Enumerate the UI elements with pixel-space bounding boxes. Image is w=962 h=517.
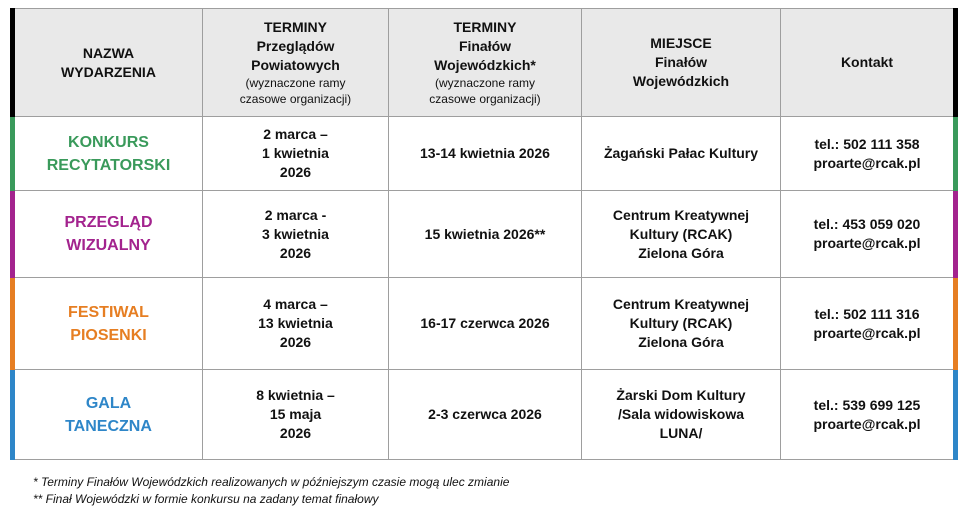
events-table	[10, 8, 958, 460]
header-final-sub: (wyznaczone ramy czasowe organizacji)	[429, 76, 541, 106]
contact-info: tel.: 453 059 020 proarte@rcak.pl	[781, 191, 956, 278]
footnotes	[33, 474, 509, 508]
table-row	[13, 117, 956, 191]
event-name: KONKURS RECYTATORSKI	[13, 117, 203, 191]
header-powiat-title: TERMINY Przeglądów Powiatowych	[251, 19, 340, 73]
header-row	[13, 9, 956, 117]
powiat-dates: 4 marca – 13 kwietnia 2026	[203, 278, 389, 370]
final-dates: 15 kwietnia 2026**	[389, 191, 582, 278]
final-place: Żarski Dom Kultury /Sala widowiskowa LUNA/	[582, 370, 781, 460]
table-row	[13, 370, 956, 460]
final-place: Centrum Kreatywnej Kultury (RCAK) Zielona Góra	[582, 278, 781, 370]
final-place: Centrum Kreatywnej Kultury (RCAK) Zielona Góra	[582, 191, 781, 278]
final-dates: 13-14 kwietnia 2026	[389, 117, 582, 191]
table-body	[13, 117, 956, 460]
header-powiat-sub: (wyznaczone ramy czasowe organizacji)	[239, 76, 352, 106]
header-place: MIEJSCE Finałów Wojewódzkich	[582, 9, 781, 117]
footnote-single-asterisk: * Terminy Finałów Wojewódzkich realizowanych w późniejszym czasie mogą ulec zmianie	[33, 475, 510, 489]
powiat-dates: 2 marca – 1 kwietnia 2026	[203, 117, 389, 191]
header-contact: Kontakt	[781, 9, 956, 117]
footnote-double-asterisk: ** Finał Wojewódzki w formie konkursu na zadany temat finałowy	[33, 492, 379, 506]
final-dates: 2-3 czerwca 2026	[389, 370, 582, 460]
final-place: Żagański Pałac Kultury	[582, 117, 781, 191]
table-row	[13, 278, 956, 370]
powiat-dates: 8 kwietnia – 15 maja 2026	[203, 370, 389, 460]
header-final-title: TERMINY Finałów Wojewódzkich*	[434, 19, 536, 73]
event-name: FESTIWAL PIOSENKI	[13, 278, 203, 370]
header-final-dates	[389, 9, 582, 117]
contact-info: tel.: 502 111 316 proarte@rcak.pl	[781, 278, 956, 370]
event-name: PRZEGLĄD WIZUALNY	[13, 191, 203, 278]
header-powiat-dates	[203, 9, 389, 117]
header-event-name: NAZWA WYDARZENIA	[13, 9, 203, 117]
contact-info: tel.: 502 111 358 proarte@rcak.pl	[781, 117, 956, 191]
powiat-dates: 2 marca - 3 kwietnia 2026	[203, 191, 389, 278]
table-row	[13, 191, 956, 278]
table-header	[13, 9, 956, 117]
event-name: GALA TANECZNA	[13, 370, 203, 460]
contact-info: tel.: 539 699 125 proarte@rcak.pl	[781, 370, 956, 460]
final-dates: 16-17 czerwca 2026	[389, 278, 582, 370]
